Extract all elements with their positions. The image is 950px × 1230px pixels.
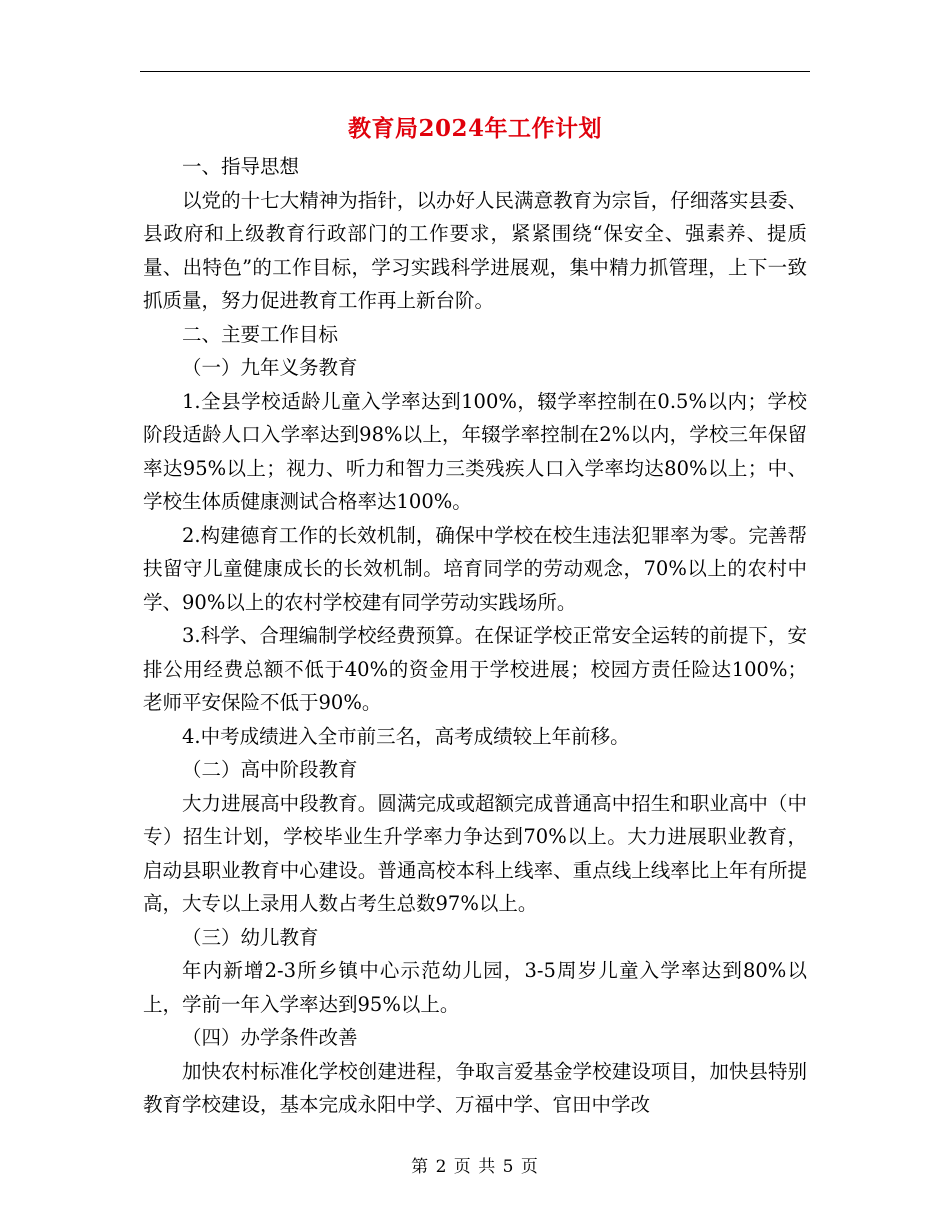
paragraph: 加快农村标准化学校创建进程，争取言爱基金学校建设项目，加快县特别教育学校建设，基本完成永阳中学、万福中学、官田中学改 bbox=[143, 1059, 807, 1116]
document-body bbox=[143, 150, 807, 1122]
paragraph: 2.构建德育工作的长效机制，确保中学校在校生违法犯罪率为零。完善帮扶留守儿童健康成长的长效机制。培育同学的劳动观念，70%以上的农村中学、90%以上的农村学校建有同学劳动实践场所。 bbox=[143, 523, 807, 614]
header-rule bbox=[140, 71, 810, 72]
subsection-heading: （三）幼儿教育 bbox=[182, 925, 319, 949]
section-heading: 二、主要工作目标 bbox=[182, 322, 339, 346]
page-number-footer: 第 2 页 共 5 页 bbox=[411, 1157, 539, 1177]
document-title: 教育局2024年工作计划 bbox=[347, 115, 602, 142]
subsection-heading: （一）九年义务教育 bbox=[182, 356, 358, 379]
subsection-heading: （二）高中阶段教育 bbox=[182, 758, 358, 781]
paragraph: 大力进展高中段教育。圆满完成或超额完成普通高中招生和职业高中（中专）招生计划，学校毕业生升学率力争达到70%以上。大力进展职业教育，启动县职业教育中心建设。普通高校本科上线率、重点线上线率比上年有所提高，大专以上录用人数占考生总数97%以上。 bbox=[143, 791, 807, 915]
paragraph: 4.中考成绩进入全市前三名，高考成绩较上年前移。 bbox=[182, 724, 630, 748]
section-heading: 一、指导思想 bbox=[182, 155, 300, 178]
subsection-heading: （四）办学条件改善 bbox=[182, 1026, 358, 1049]
paragraph: 1.全县学校适龄儿童入学率达到100%，辍学率控制在0.5%以内；学校阶段适龄人口入学率达到98%以上，年辍学率控制在2%以内，学校三年保留率达95%以上；视力、听力和智力三类残疾人口入学率均达80%以上；中、学校生体质健康测试合格率达100%。 bbox=[143, 389, 807, 513]
paragraph: 以党的十七大精神为指针，以办好人民满意教育为宗旨，仔细落实县委、县政府和上级教育行政部门的工作要求，紧紧围绕“保安全、强素养、提质量、出特色”的工作目标，学习实践科学进展观，集中精力抓管理，上下一致抓质量，努力促进教育工作再上新台阶。 bbox=[143, 188, 807, 312]
paragraph: 3.科学、合理编制学校经费预算。在保证学校正常安全运转的前提下，安排公用经费总额不低于40%的资金用于学校进展；校园方责任险达100%；老师平安保险不低于90%。 bbox=[143, 624, 807, 714]
paragraph: 年内新增2-3所乡镇中心示范幼儿园，3-5周岁儿童入学率达到80%以上，学前一年入学率达到95%以上。 bbox=[143, 959, 807, 1016]
